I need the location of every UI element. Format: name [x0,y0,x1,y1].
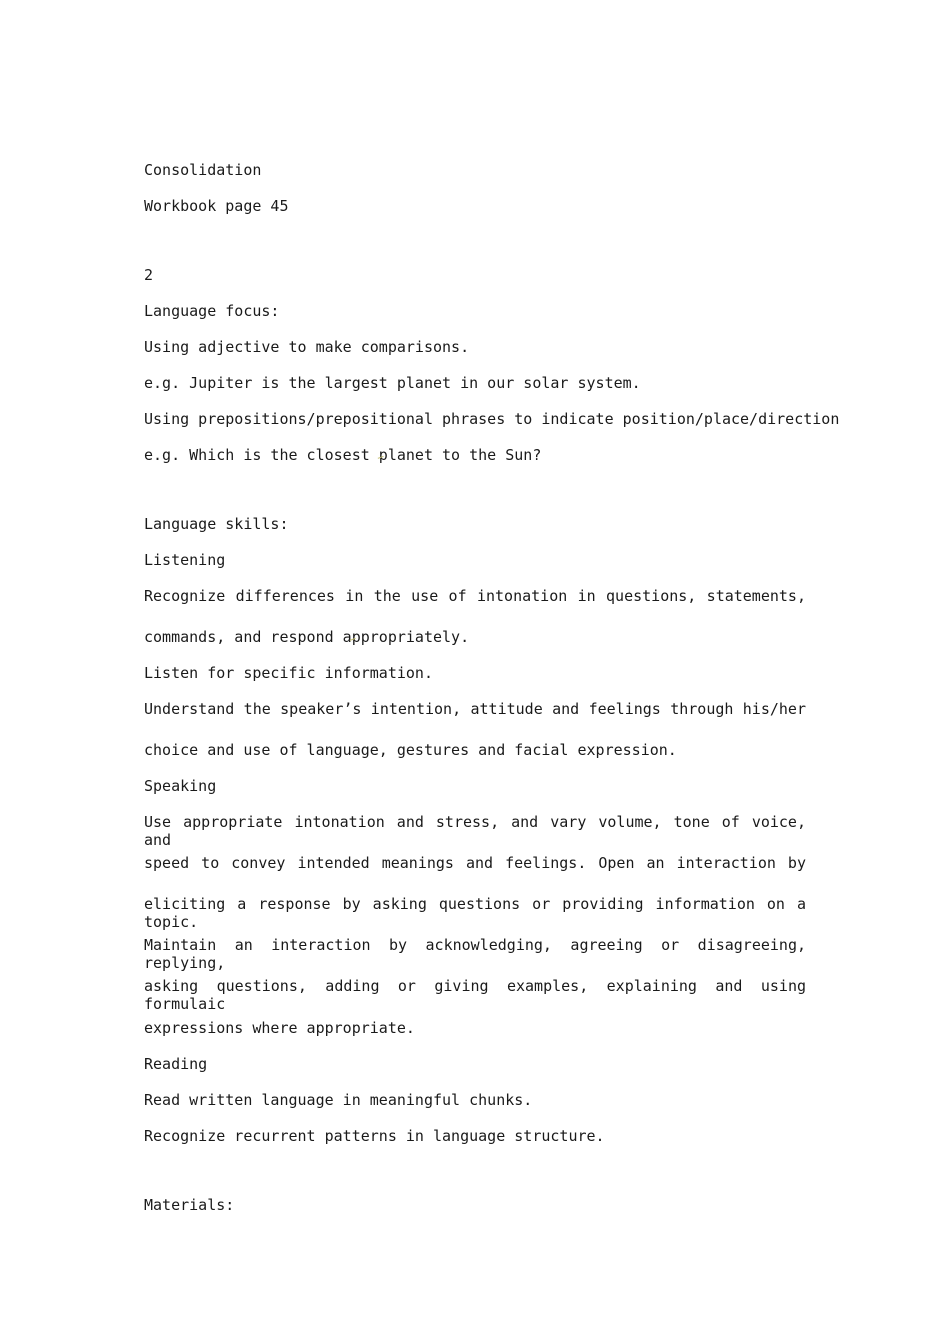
speaking-heading: Speaking [144,777,217,795]
speaking-line: Maintain an interaction by acknowledging, agreeing or disagreeing, replying, [144,936,806,972]
language-skills-heading: Language skills: [144,515,289,533]
listening-line: commands, and respond appropriately. [144,628,470,646]
reading-line: Read written language in meaningful chunks. [144,1091,533,1109]
section-number: 2 [144,266,154,284]
language-focus-heading: Language focus: [144,302,280,320]
listening-heading: Listening [144,551,226,569]
speaking-line: expressions where appropriate. [144,1019,415,1037]
language-focus-line: e.g. Jupiter is the largest planet in our solar system. [144,374,641,392]
materials-heading: Materials: [144,1196,235,1214]
listening-line: choice and use of language, gestures and facial expression. [144,741,677,759]
speaking-line: speed to convey intended meanings and feelings. Open an interaction by [144,854,806,872]
listening-line: Recognize differences in the use of intonation in questions, statements, [144,587,806,605]
language-focus-line: Using adjective to make comparisons. [144,338,470,356]
reading-heading: Reading [144,1055,208,1073]
workbook-reference: Workbook page 45 [144,197,289,215]
language-focus-line: Using prepositions/prepositional phrases to indicate position/place/direction [144,410,840,428]
speaking-line: asking questions, adding or giving examples, explaining and using formulaic [144,977,806,1013]
consolidation-heading: Consolidation [144,161,262,179]
speaking-line: Use appropriate intonation and stress, and vary volume, tone of voice, and [144,813,806,849]
reading-line: Recognize recurrent patterns in language structure. [144,1127,605,1145]
speaking-line: eliciting a response by asking questions or providing information on a topic. [144,895,806,931]
language-focus-line: e.g. Which is the closest planet to the Sun? [144,446,542,464]
listening-line: Listen for specific information. [144,664,433,682]
listening-line: Understand the speaker’s intention, attitude and feelings through his/her [144,700,806,718]
